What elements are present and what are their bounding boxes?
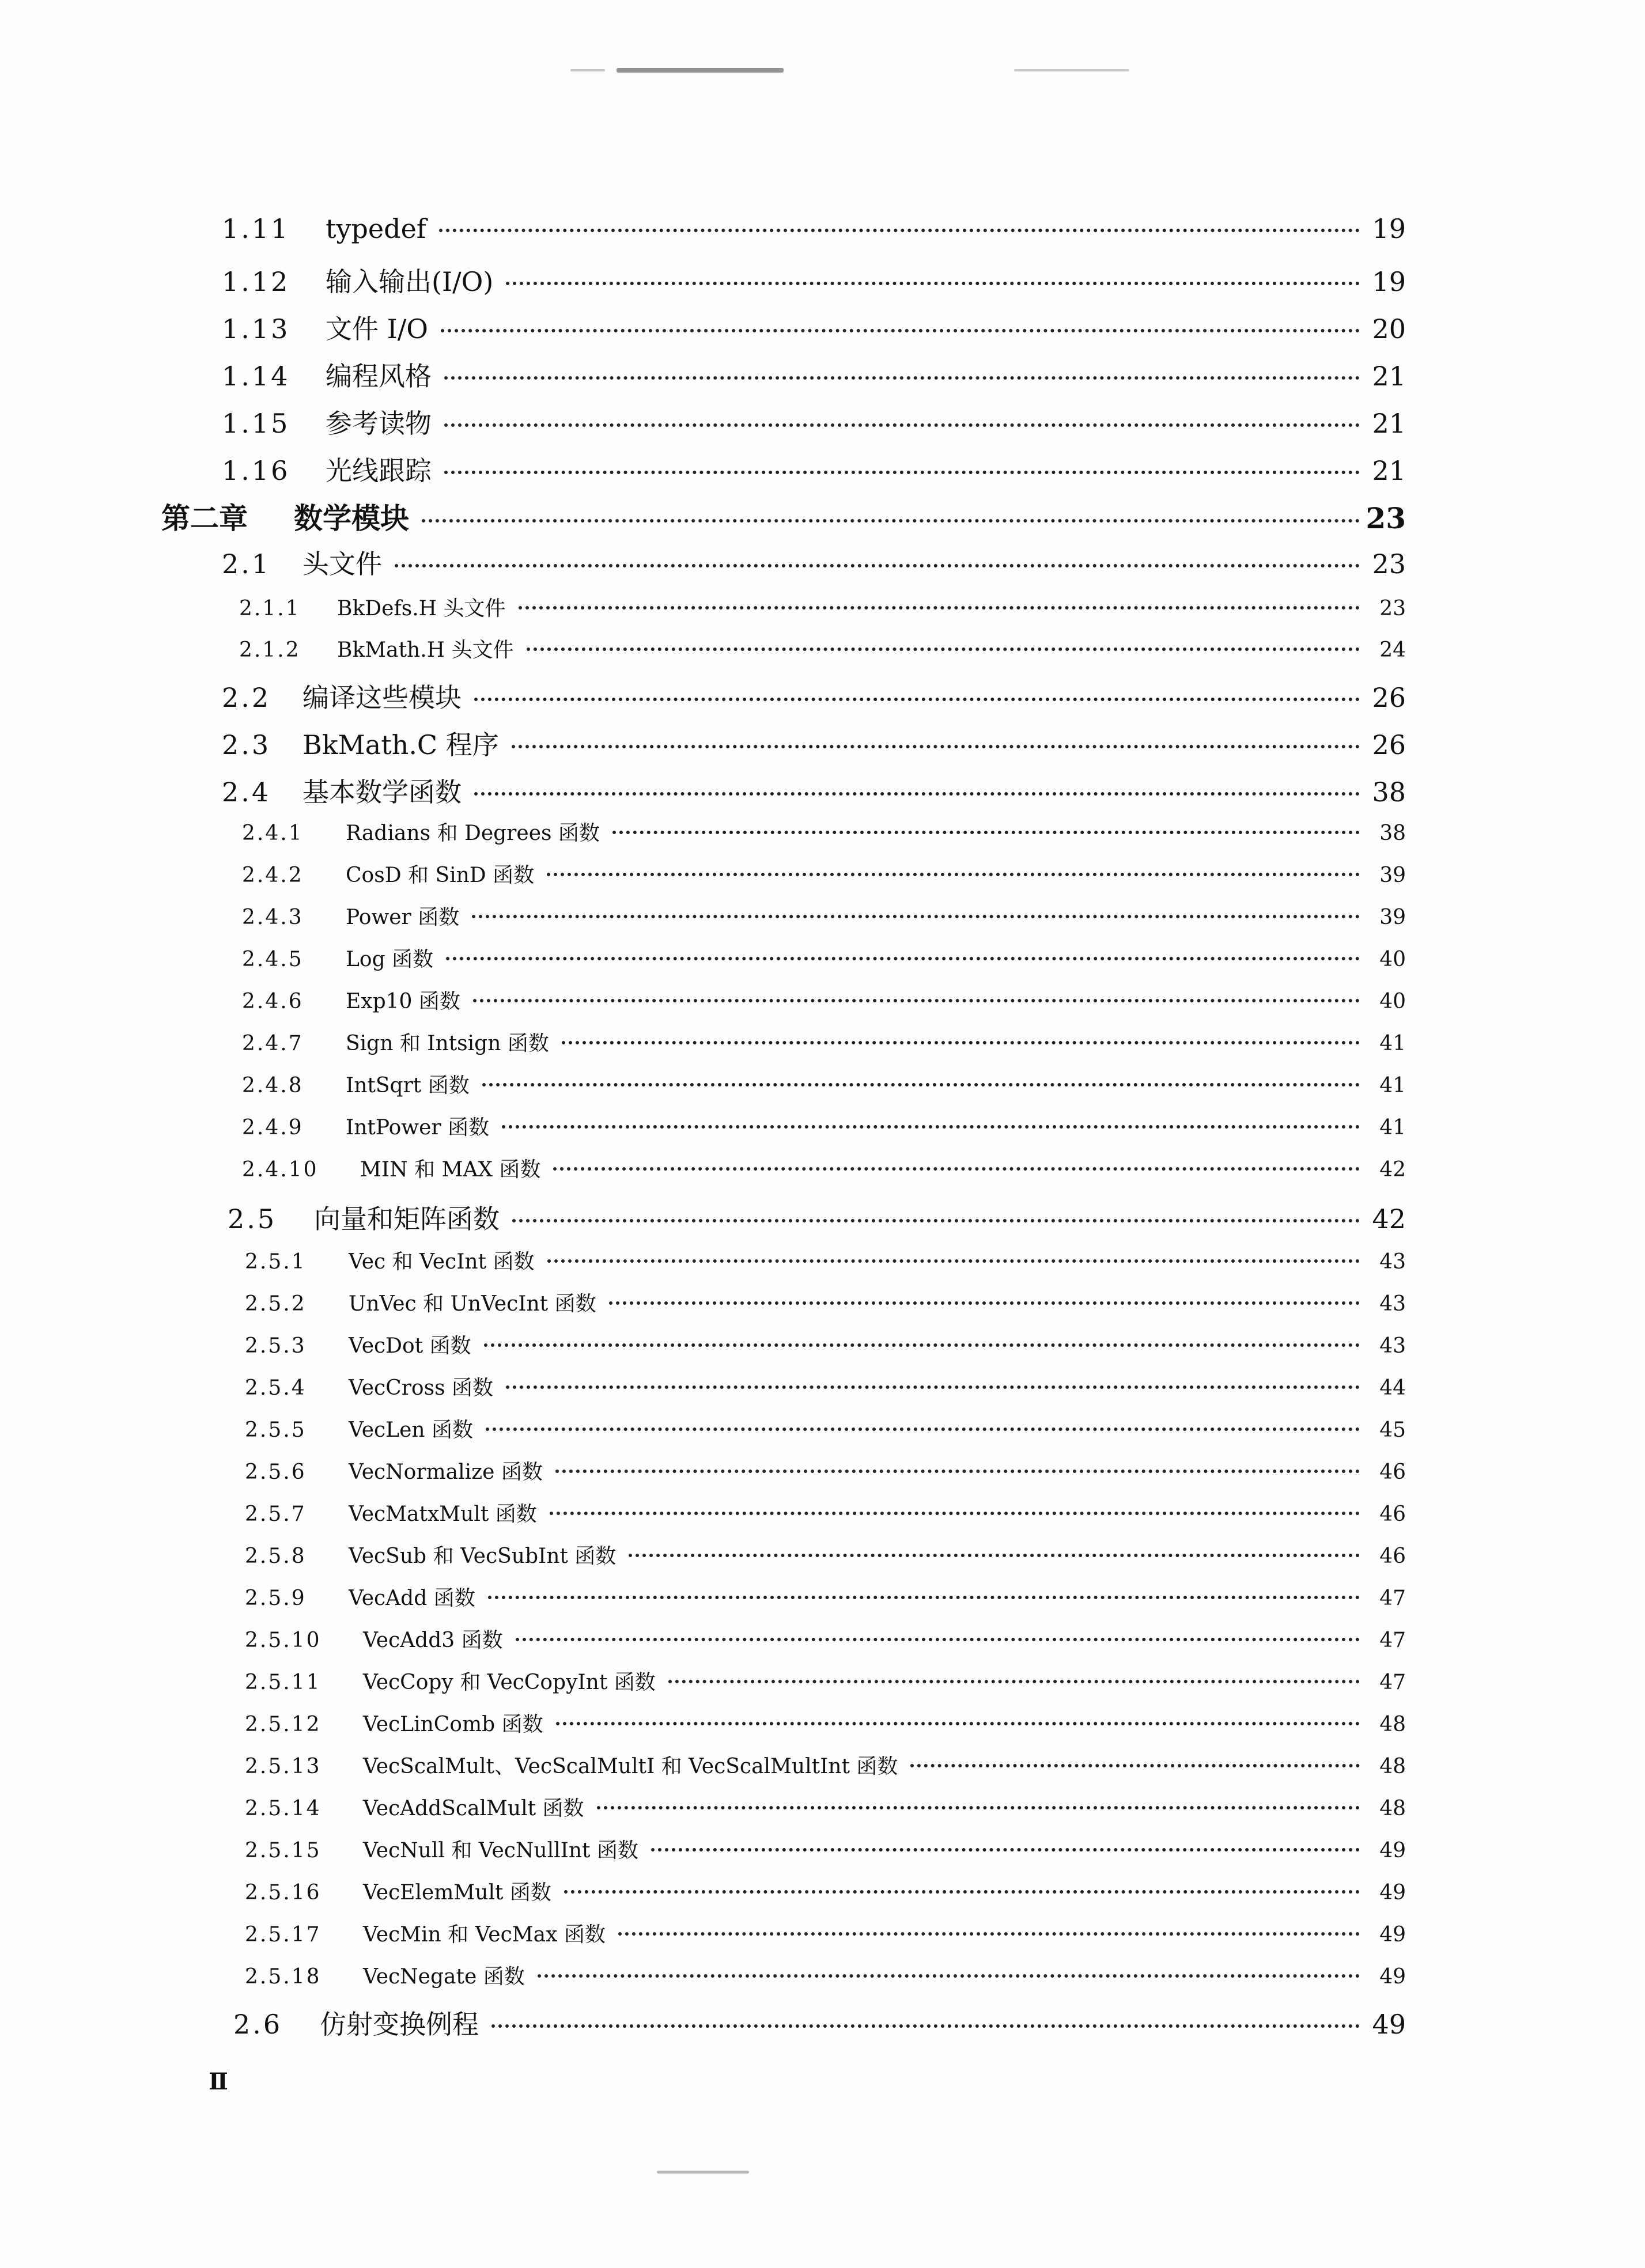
toc-page: 46: [1379, 1502, 1406, 1526]
toc-title: 文件 I/O: [326, 313, 429, 344]
toc-title: VecAddScalMult 函数: [363, 1797, 584, 1820]
toc-number: 1.15: [222, 408, 290, 439]
dot-leader: [519, 606, 1360, 609]
dot-leader: [597, 1806, 1360, 1809]
dot-leader: [550, 1512, 1360, 1515]
toc-entry[interactable]: [245, 1960, 1406, 1990]
toc-title: IntSqrt 函数: [346, 1074, 470, 1097]
toc-entry[interactable]: [245, 1498, 1406, 1527]
toc-entry[interactable]: [222, 771, 1406, 809]
dot-leader: [446, 957, 1360, 960]
dot-leader: [422, 519, 1360, 522]
toc-entry[interactable]: [242, 817, 1406, 846]
dot-leader: [609, 1301, 1360, 1305]
dot-leader: [506, 282, 1360, 285]
toc-title: 头文件: [302, 548, 382, 580]
dot-leader: [651, 1848, 1360, 1851]
toc-title: VecAdd 函数: [349, 1587, 475, 1610]
toc-page: 43: [1379, 1292, 1406, 1316]
dot-leader: [444, 423, 1360, 427]
toc-page: 44: [1379, 1376, 1406, 1400]
toc-number: 2.5.11: [245, 1671, 322, 1694]
toc-number: 2.5.15: [245, 1839, 322, 1862]
toc-title: VecLinComb 函数: [363, 1713, 543, 1736]
toc-number: 2.5.7: [245, 1502, 307, 1526]
toc-entry[interactable]: [222, 261, 1406, 299]
toc-page: 40: [1379, 990, 1406, 1013]
dot-leader: [564, 1890, 1360, 1894]
toc-entry[interactable]: [222, 403, 1406, 441]
toc-number: 2.6: [233, 2009, 283, 2040]
toc-title: VecSub 和 VecSubInt 函数: [349, 1544, 617, 1568]
toc-page: 47: [1379, 1671, 1406, 1694]
dot-leader: [482, 1083, 1360, 1086]
dot-leader: [512, 1219, 1360, 1222]
toc-number: 2.5.4: [245, 1376, 307, 1400]
toc-page: 42: [1379, 1158, 1406, 1182]
toc-page: 49: [1379, 1839, 1406, 1862]
toc-entry[interactable]: [245, 1876, 1406, 1906]
toc-page: 23: [1366, 501, 1406, 535]
toc-entry[interactable]: [242, 1027, 1406, 1057]
toc-page: 41: [1379, 1116, 1406, 1139]
toc-number: 2.4.10: [242, 1158, 319, 1182]
toc-number: 2.4: [222, 777, 271, 808]
toc-title: BkDefs.H 头文件: [337, 597, 506, 620]
toc-entry[interactable]: [245, 1582, 1406, 1611]
toc-page: 47: [1379, 1629, 1406, 1652]
toc-number: 2.5.12: [245, 1713, 322, 1736]
toc-chapter-number: 第二章: [161, 501, 248, 535]
dot-leader: [474, 698, 1360, 701]
toc-title: 参考读物: [326, 408, 432, 439]
toc-page: 48: [1379, 1713, 1406, 1736]
toc-number: 2.4.2: [242, 864, 304, 887]
dot-leader: [502, 1125, 1360, 1129]
dot-leader: [612, 831, 1360, 834]
toc-page: 48: [1379, 1797, 1406, 1820]
toc-title: BkMath.C 程序: [302, 729, 499, 760]
page-folio: Ⅱ: [209, 2068, 228, 2095]
toc-page: 21: [1372, 408, 1406, 439]
dot-leader: [486, 1428, 1360, 1431]
toc-number: 2.5.14: [245, 1797, 322, 1820]
dot-leader: [506, 1385, 1360, 1389]
toc-page: 21: [1372, 455, 1406, 486]
toc-entry[interactable]: [245, 1288, 1406, 1317]
toc-title: VecAdd3 函数: [363, 1629, 503, 1652]
dot-leader: [512, 745, 1360, 748]
dot-leader: [562, 1041, 1360, 1044]
toc-page: 47: [1379, 1587, 1406, 1610]
toc-number: 2.1.1: [239, 597, 301, 620]
toc-page: 26: [1372, 729, 1406, 760]
toc-number: 1.12: [222, 266, 290, 297]
toc-title: VecCopy 和 VecCopyInt 函数: [363, 1671, 656, 1694]
toc-number: 2.4.8: [242, 1074, 304, 1097]
dot-leader: [474, 792, 1360, 796]
toc-title: 光线跟踪: [326, 455, 432, 486]
toc-title: IntPower 函数: [346, 1116, 490, 1139]
toc-page: 43: [1379, 1334, 1406, 1358]
toc-number: 2.1.2: [239, 638, 301, 662]
toc-page: 19: [1372, 213, 1406, 244]
toc-title: VecLen 函数: [349, 1418, 474, 1442]
dot-leader: [629, 1554, 1360, 1557]
toc-page: 49: [1379, 1923, 1406, 1947]
toc-title: 基本数学函数: [302, 777, 462, 808]
toc-page: 46: [1379, 1460, 1406, 1484]
toc-page: 38: [1372, 777, 1406, 808]
toc-title: UnVec 和 UnVecInt 函数: [349, 1292, 596, 1316]
toc-number: 2.5.8: [245, 1544, 307, 1568]
toc-entry[interactable]: [228, 1198, 1406, 1236]
toc-number: 2.5.10: [245, 1629, 322, 1652]
toc-title: BkMath.H 头文件: [337, 638, 514, 662]
toc-page: 20: [1372, 313, 1406, 344]
toc-entry[interactable]: [245, 1245, 1406, 1275]
toc-entry[interactable]: [242, 901, 1406, 930]
dot-leader: [472, 915, 1360, 918]
toc-title: Vec 和 VecInt 函数: [349, 1250, 535, 1274]
toc-title: Radians 和 Degrees 函数: [346, 821, 600, 845]
toc-entry[interactable]: [242, 943, 1406, 972]
toc-title: MIN 和 MAX 函数: [360, 1158, 541, 1182]
dot-leader: [668, 1680, 1360, 1683]
toc-title: VecMatxMult 函数: [349, 1502, 537, 1526]
dot-leader: [527, 648, 1360, 651]
toc-number: 2.4.5: [242, 948, 304, 971]
toc-entry[interactable]: [245, 1666, 1406, 1695]
toc-number: 2.4.3: [242, 906, 304, 929]
toc-title: Exp10 函数: [346, 990, 460, 1013]
toc-entry[interactable]: [222, 355, 1406, 393]
toc-number: 2.4.7: [242, 1032, 304, 1055]
toc-entry[interactable]: [242, 1069, 1406, 1099]
toc-page: 21: [1372, 361, 1406, 392]
toc-entry[interactable]: [245, 1414, 1406, 1443]
toc-title: VecElemMult 函数: [363, 1881, 551, 1904]
dot-leader: [395, 564, 1360, 567]
toc-title: VecScalMult、VecScalMultI 和 VecScalMultInt 函数: [363, 1755, 898, 1778]
toc-page: 48: [1379, 1755, 1406, 1778]
toc-entry[interactable]: [239, 634, 1406, 663]
toc-number: 2.4.9: [242, 1116, 304, 1139]
toc-page: 49: [1379, 1881, 1406, 1904]
dot-leader: [473, 999, 1360, 1002]
toc-number: 2.5.16: [245, 1881, 322, 1904]
dot-leader: [516, 1638, 1360, 1641]
dot-leader: [547, 1259, 1360, 1263]
toc-title: 编程风格: [326, 361, 432, 392]
dot-leader: [491, 2024, 1360, 2028]
toc-number: 2.3: [222, 729, 271, 760]
dot-leader: [484, 1343, 1360, 1347]
toc-page: 23: [1379, 597, 1406, 620]
toc-entry[interactable]: [242, 859, 1406, 888]
toc-entry[interactable]: [242, 1111, 1406, 1141]
toc-title: VecMin 和 VecMax 函数: [363, 1923, 606, 1947]
dot-leader: [555, 1470, 1360, 1473]
toc-entry[interactable]: [222, 677, 1406, 715]
toc-entry[interactable]: [245, 1372, 1406, 1401]
toc-entry[interactable]: [245, 1708, 1406, 1737]
toc-number: 2.4.1: [242, 821, 304, 845]
toc-entry[interactable]: [222, 213, 1406, 244]
toc-number: 2.5.18: [245, 1965, 322, 1989]
toc-entry[interactable]: [245, 1792, 1406, 1822]
dot-leader: [553, 1167, 1360, 1171]
toc-page: 49: [1379, 1965, 1406, 1989]
toc-number: 1.13: [222, 313, 290, 344]
toc-title: VecDot 函数: [349, 1334, 471, 1358]
toc-number: 2.5.6: [245, 1460, 307, 1484]
toc-number: 1.16: [222, 455, 290, 486]
toc-number: 2.5.13: [245, 1755, 322, 1778]
toc-number: 1.14: [222, 361, 290, 392]
dot-leader: [441, 329, 1360, 332]
toc-number: 1.11: [222, 213, 290, 244]
toc-page: 23: [1372, 548, 1406, 580]
toc-entry[interactable]: [239, 592, 1406, 622]
toc-chapter-entry[interactable]: [161, 495, 1406, 537]
toc-number: 2.5: [228, 1203, 277, 1235]
toc-title: 数学模块: [294, 501, 409, 535]
toc-page: 42: [1372, 1203, 1406, 1235]
toc-entry[interactable]: [245, 1624, 1406, 1653]
toc-title: typedef: [326, 213, 426, 244]
toc-page: 39: [1379, 906, 1406, 929]
toc-entry[interactable]: [222, 308, 1406, 346]
toc-entry[interactable]: [245, 1918, 1406, 1948]
toc-page: 41: [1379, 1032, 1406, 1055]
toc-page: 19: [1372, 266, 1406, 297]
dot-leader: [444, 471, 1360, 474]
dot-leader: [618, 1932, 1360, 1936]
toc-entry[interactable]: [245, 1330, 1406, 1359]
toc-page: 45: [1379, 1418, 1406, 1442]
toc-entry[interactable]: [245, 1456, 1406, 1485]
toc-number: 2.5.1: [245, 1250, 307, 1274]
toc-title: Log 函数: [346, 948, 434, 971]
toc-title: 输入输出(I/O): [326, 266, 494, 297]
toc-entry[interactable]: [222, 724, 1406, 762]
dot-leader: [547, 873, 1360, 876]
dot-leader: [488, 1596, 1360, 1599]
toc-number: 2.5.2: [245, 1292, 307, 1316]
dot-leader: [444, 376, 1360, 380]
toc-page: 41: [1379, 1074, 1406, 1097]
toc-number: 2.1: [222, 548, 271, 580]
toc-title: CosD 和 SinD 函数: [346, 864, 535, 887]
toc-entry[interactable]: [222, 450, 1406, 488]
toc-number: 2.4.6: [242, 990, 304, 1013]
toc-entry[interactable]: [245, 1540, 1406, 1569]
toc-entry[interactable]: [242, 1153, 1406, 1183]
toc-entry[interactable]: [233, 2004, 1406, 2042]
toc-number: 2.2: [222, 682, 271, 713]
toc-number: 2.5.17: [245, 1923, 322, 1947]
toc-entry[interactable]: [245, 1834, 1406, 1864]
toc-page: 43: [1379, 1250, 1406, 1274]
toc-number: 2.5.9: [245, 1587, 307, 1610]
toc-page: 24: [1379, 638, 1406, 662]
toc-number: 2.5.5: [245, 1418, 307, 1442]
toc-page: 49: [1372, 2009, 1406, 2040]
toc-title: VecNormalize 函数: [349, 1460, 543, 1484]
toc-title: Power 函数: [346, 906, 460, 929]
toc-title: 向量和矩阵函数: [314, 1203, 500, 1235]
toc-title: 仿射变换例程: [320, 2009, 479, 2040]
toc-page: 38: [1379, 821, 1406, 845]
toc-page: 26: [1372, 682, 1406, 713]
toc-title: VecNull 和 VecNullInt 函数: [363, 1839, 638, 1862]
toc-page: 46: [1379, 1544, 1406, 1568]
dot-leader: [556, 1722, 1360, 1725]
toc-number: 2.5.3: [245, 1334, 307, 1358]
toc-entry[interactable]: [242, 985, 1406, 1014]
toc-entry[interactable]: [245, 1750, 1406, 1779]
dot-leader: [910, 1764, 1360, 1767]
toc-title: VecCross 函数: [349, 1376, 493, 1400]
toc-page: 39: [1379, 864, 1406, 887]
dot-leader: [439, 229, 1360, 232]
toc-entry[interactable]: [222, 543, 1406, 581]
toc-title: 编译这些模块: [302, 682, 462, 713]
toc-title: VecNegate 函数: [363, 1965, 525, 1989]
dot-leader: [538, 1974, 1360, 1978]
toc-title: Sign 和 Intsign 函数: [346, 1032, 549, 1055]
toc-page: 40: [1379, 948, 1406, 971]
